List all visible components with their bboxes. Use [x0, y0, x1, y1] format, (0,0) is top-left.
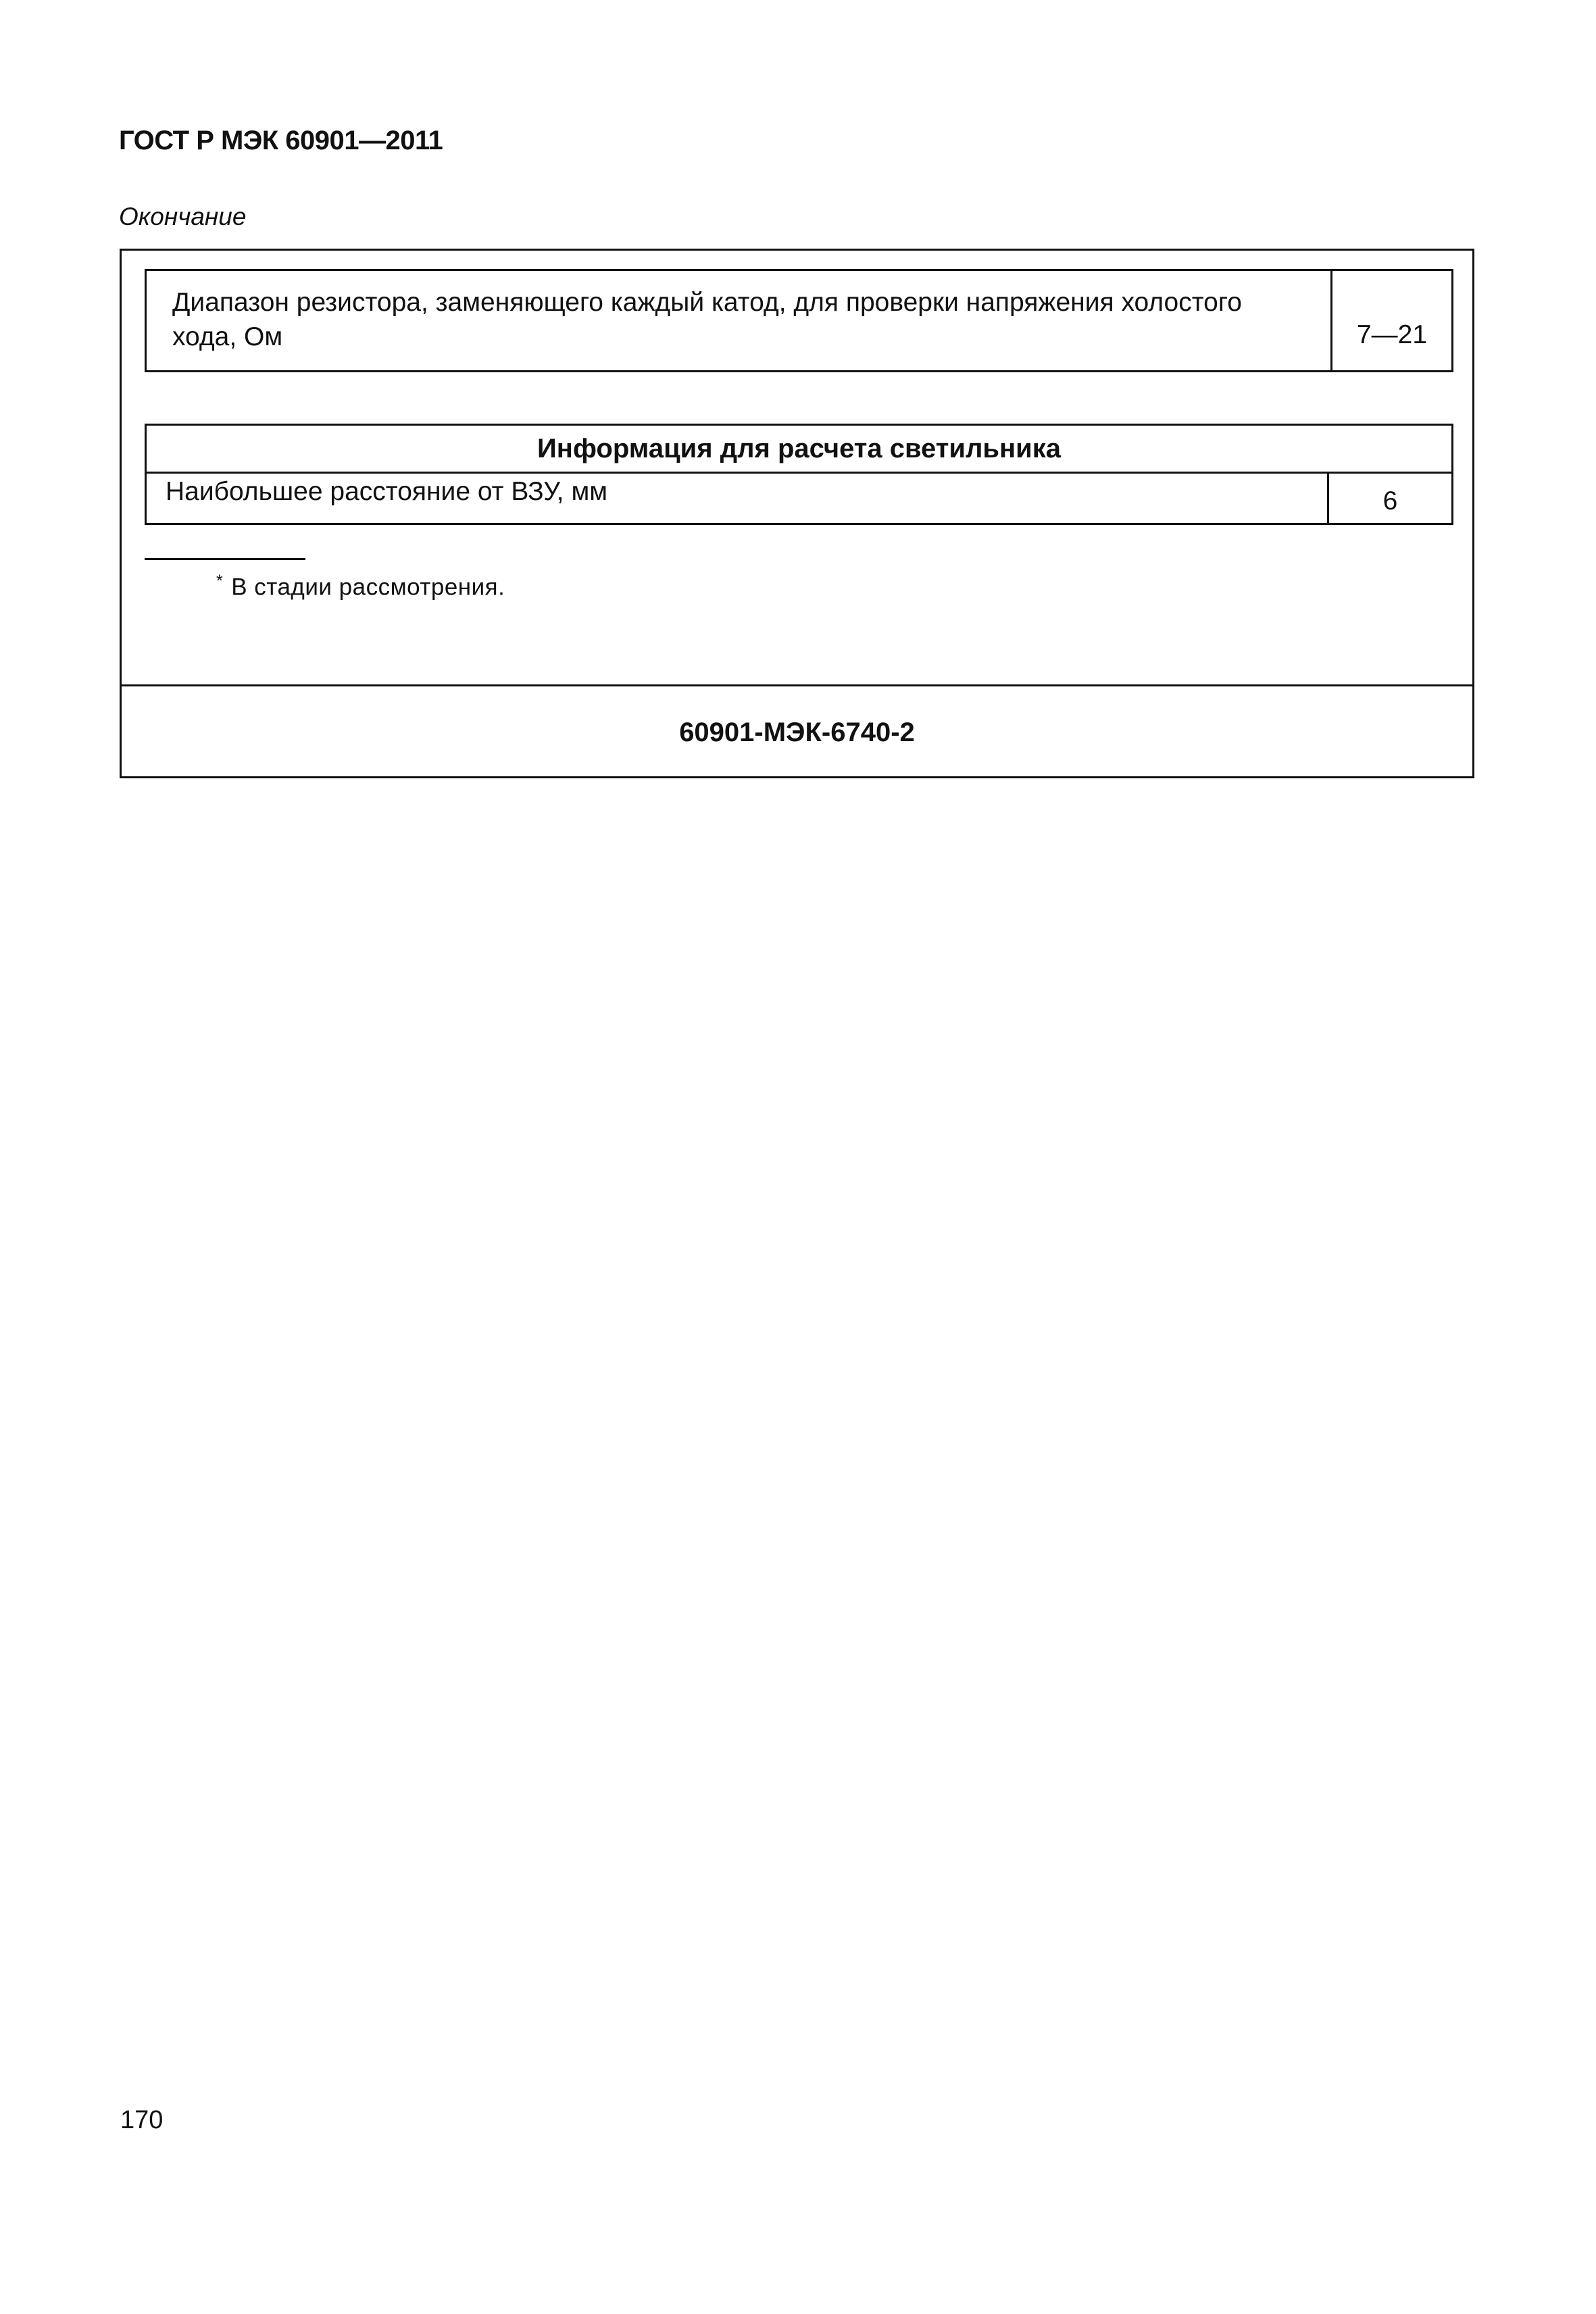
footnote-mark: * — [216, 572, 224, 590]
parameter-value: 7—21 — [1356, 320, 1428, 349]
table-row — [147, 474, 1451, 523]
footnote-divider — [145, 558, 305, 560]
parameter-label: Диапазон резистора, заменяющего каждый катод, для проверки напряжения холостого хода, Ом — [147, 271, 1332, 370]
data-sheet-frame — [120, 249, 1474, 778]
info-table-heading: Информация для расчета светильника — [147, 426, 1451, 474]
info-row-value: 6 — [1382, 486, 1398, 515]
footnote-text: В стадии рассмотрения. — [231, 574, 505, 601]
luminaire-info-table — [145, 424, 1453, 525]
continuation-label: Окончание — [119, 203, 247, 230]
info-row-label: Наибольшее расстояние от ВЗУ, мм — [147, 474, 1329, 523]
footnote — [216, 572, 505, 601]
sheet-designation: 60901-МЭК-6740-2 — [679, 717, 915, 747]
page-number: 170 — [120, 2106, 164, 2134]
parameter-table — [145, 269, 1453, 372]
document-header: ГОСТ Р МЭК 60901—2011 — [119, 126, 443, 155]
